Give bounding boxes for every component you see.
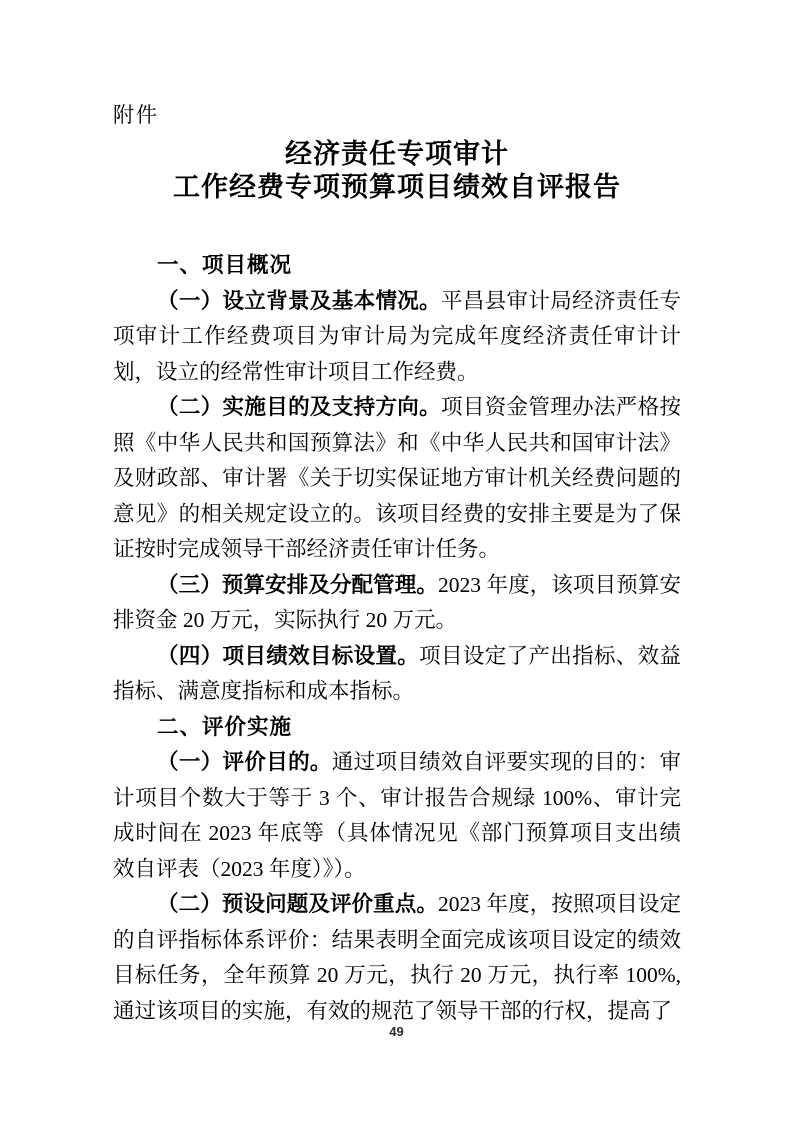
paragraph-evaluation-purpose [113,745,681,887]
paragraph-setup-background [113,284,681,391]
paragraph-lead: （二）实施目的及支持方向。 [157,395,442,419]
paragraph-text: 通过项目绩效自评要实现的目的：审计项目个数大于等于 3 个、审计报告合规绿 100%、审计完成时间在 2023 年底等（具体情况见《部门预算项目支出绩效自评表（2023 年度）》）。 [113,750,681,881]
paragraph-text: 项目设定了产出指标、效益指标、满意度指标和成本指标。 [113,643,681,703]
paragraph-lead: （四）项目绩效目标设置。 [157,643,420,668]
paragraph-preset-questions [113,887,681,1029]
paragraph-performance-goal-setting [113,639,681,710]
section-heading-project-overview: 一、项目概况 [157,253,293,277]
paragraph-text: 平昌县审计局经济责任专项审计工作经费项目为审计局为完成年度经济责任审计计划，设立的经常性审计项目工作经费。 [113,288,681,384]
paragraph-lead: （一）设立背景及基本情况。 [157,288,442,313]
section-heading-evaluation-implementation: 二、评价实施 [157,714,293,739]
document-content [113,103,681,1029]
document-title [113,138,681,204]
document-title-line1: 经济责任专项审计 [285,139,509,169]
paragraph-lead: （二）预设问题及评价重点。 [157,892,439,916]
paragraph-implementation-purpose [113,390,681,568]
paragraph-budget-arrangement [113,568,681,639]
paragraph-text: 2023 年度，该项目预算安排资金 20 万元，实际执行 20 万元。 [113,572,681,632]
paragraph-lead: （一）评价目的。 [157,750,332,774]
document-title-line2: 工作经费专项预算项目绩效自评报告 [173,172,621,202]
attachment-label: 附件 [113,103,159,127]
paragraph-text: 2023 年度，按照项目设定的自评指标体系评价：结果表明全面完成该项目设定的绩效目标任务，全年预算 20 万元，执行 20 万元，执行率 100%,通过该项目的实施，有效的规范了领导干部的行权，提高了 [113,892,681,1023]
document-body [113,248,681,1029]
page-number: 49 [389,1024,404,1039]
paragraph-lead: （三）预算安排及分配管理。 [157,572,439,597]
paragraph-text: 项目资金管理办法严格按照《中华人民共和国预算法》和《中华人民共和国审计法》及财政部、审计署《关于切实保证地方审计机关经费问题的意见》的相关规定设立的。该项目经费的安排主要是为了保证按时完成领导干部经济责任审计任务。 [113,395,681,561]
